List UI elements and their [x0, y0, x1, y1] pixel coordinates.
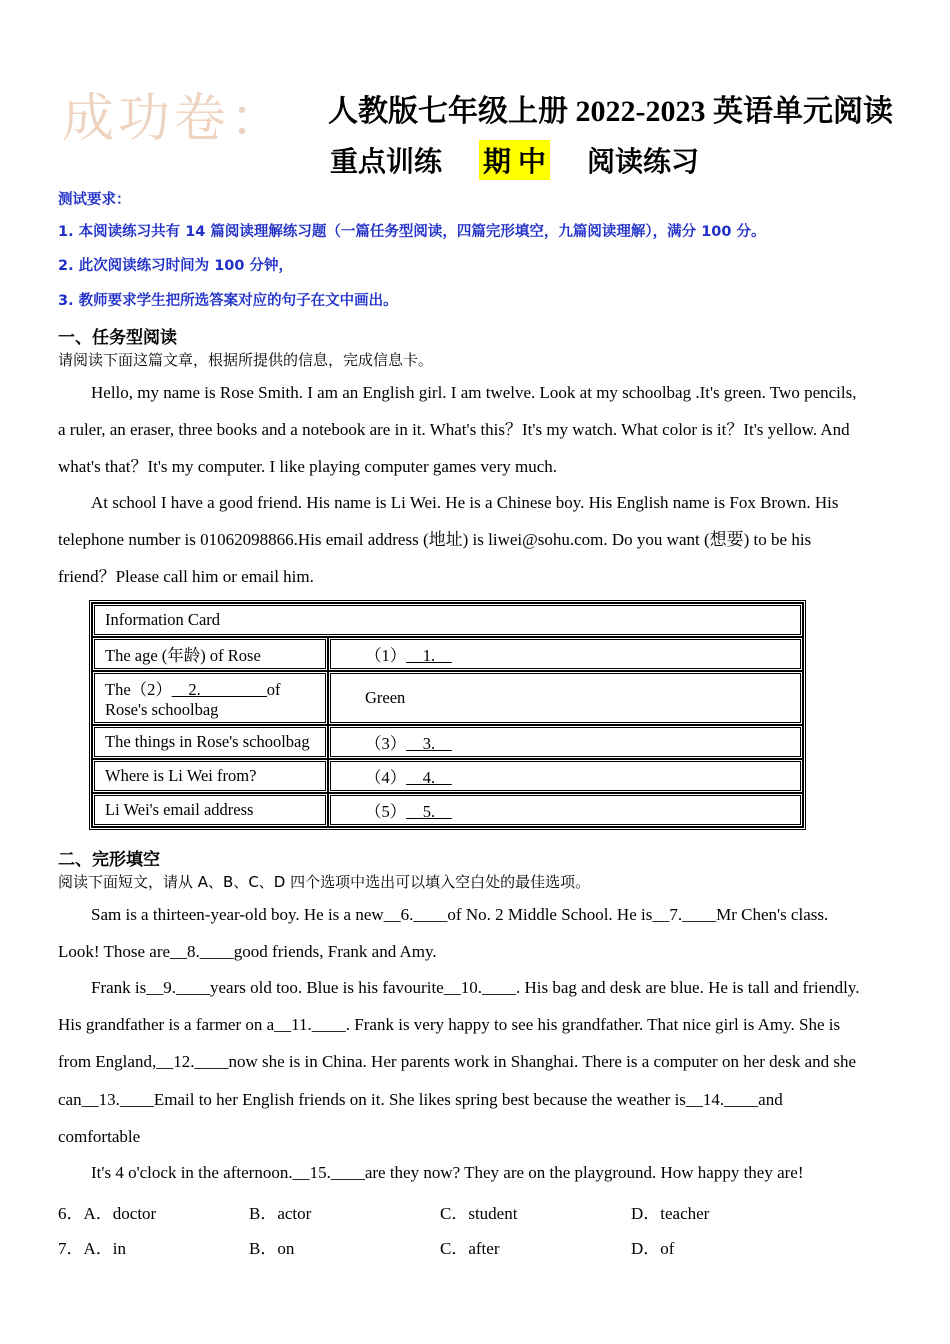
- answer-blank[interactable]: __4.__: [406, 768, 452, 787]
- section1-instruction: 请阅读下面这篇文章，根据所提供的信息，完成信息卡。: [58, 351, 434, 369]
- title-part-b: 阅读练习: [587, 147, 700, 178]
- option-7d[interactable]: D．of: [631, 1239, 675, 1258]
- option-7a[interactable]: 7．A．in: [58, 1239, 126, 1258]
- title-highlight: 期 中: [479, 140, 550, 180]
- card-label: Where is Li Wei from?: [92, 759, 328, 793]
- cloze-line: Sam is a thirteen-year-old boy. He is a new__6.____of No. 2 Middle School. He is__7.____Mr Chen's class.: [91, 905, 829, 924]
- passage2-line: telephone number is 01062098866.His email address (地址) is liwei@sohu.com. Do you want (想要) to be his: [58, 530, 812, 549]
- option-7c[interactable]: C．after: [440, 1239, 500, 1258]
- card-value: （1）__1.__: [328, 637, 803, 671]
- card-label: The（2）__2.________of Rose's schoolbag: [92, 671, 328, 725]
- passage1-line: a ruler, an eraser, three books and a notebook are in it. What's this？It's my watch. What color is it？It's yellow. And: [58, 420, 850, 439]
- option-7b[interactable]: B．on: [249, 1239, 295, 1258]
- requirement-1: 1. 本阅读练习共有 14 篇阅读理解练习题（一篇任务型阅读，四篇完形填空，九篇阅读理解），满分 100 分。: [58, 224, 766, 240]
- option-6a[interactable]: 6．A．doctor: [58, 1204, 157, 1223]
- doc-title-line1: 人教版七年级上册 2022-2023 英语单元阅读: [328, 95, 893, 128]
- requirements-heading: 测试要求：: [58, 192, 131, 208]
- requirement-2: 2. 此次阅读练习时间为 100 分钟，: [58, 258, 294, 274]
- option-6d[interactable]: D．teacher: [631, 1204, 710, 1223]
- answer-blank[interactable]: __5.__: [406, 802, 452, 821]
- requirement-3: 3. 教师要求学生把所选答案对应的句子在文中画出。: [58, 293, 398, 309]
- card-value: （5）__5.__: [328, 793, 803, 827]
- answer-blank[interactable]: __3.__: [406, 734, 452, 753]
- card-label: The things in Rose's schoolbag: [92, 725, 328, 759]
- option-6c[interactable]: C．student: [440, 1204, 518, 1223]
- cloze-line: Frank is__9.____years old too. Blue is his favourite__10.____. His bag and desk are blue. He is tall and friendly.: [91, 978, 860, 997]
- passage1-line: what's that？It's my computer. I like playing computer games very much.: [58, 457, 558, 476]
- cloze-line: It's 4 o'clock in the afternoon.__15.____are they now? They are on the playground. How happy they are!: [91, 1163, 804, 1182]
- cloze-line: Look! Those are__8.____good friends, Frank and Amy.: [58, 942, 437, 961]
- card-title: Information Card: [92, 603, 803, 637]
- section2-heading: 二、完形填空: [58, 850, 160, 870]
- card-value: （3）__3.__: [328, 725, 803, 759]
- section1-heading: 一、任务型阅读: [58, 328, 177, 348]
- cloze-line: from England,__12.____now she is in China. Her parents work in Shanghai. There is a computer on her desk and she: [58, 1052, 857, 1071]
- card-value: （4）__4.__: [328, 759, 803, 793]
- answer-blank[interactable]: __1.__: [406, 646, 452, 665]
- passage1-line: Hello, my name is Rose Smith. I am an English girl. I am twelve. Look at my schoolbag .It's green. Two pencils,: [91, 383, 857, 402]
- passage2-line: friend？Please call him or email him.: [58, 567, 314, 586]
- title-part-a: 重点训练: [330, 147, 443, 178]
- card-label: Li Wei's email address: [92, 793, 328, 827]
- card-label: The age (年龄) of Rose: [92, 637, 328, 671]
- option-6b[interactable]: B．actor: [249, 1204, 312, 1223]
- cloze-line: His grandfather is a farmer on a__11.____. Frank is very happy to see his grandfather. That nice girl is Amy. She is: [58, 1015, 841, 1034]
- information-card: [89, 600, 806, 830]
- watermark: 成功卷：: [62, 89, 287, 149]
- section2-instruction: 阅读下面短文，请从 A、B、C、D 四个选项中选出可以填入空白处的最佳选项。: [58, 873, 591, 891]
- answer-blank[interactable]: __2.________: [171, 680, 267, 699]
- cloze-line: comfortable: [58, 1127, 141, 1146]
- doc-title-line2: [330, 140, 699, 180]
- card-value: Green: [328, 671, 803, 725]
- passage2-line: At school I have a good friend. His name is Li Wei. He is a Chinese boy. His English name is Fox Brown. His: [91, 493, 839, 512]
- cloze-line: can__13.____Email to her English friends on it. She likes spring best because the weather is__14.____and: [58, 1090, 783, 1109]
